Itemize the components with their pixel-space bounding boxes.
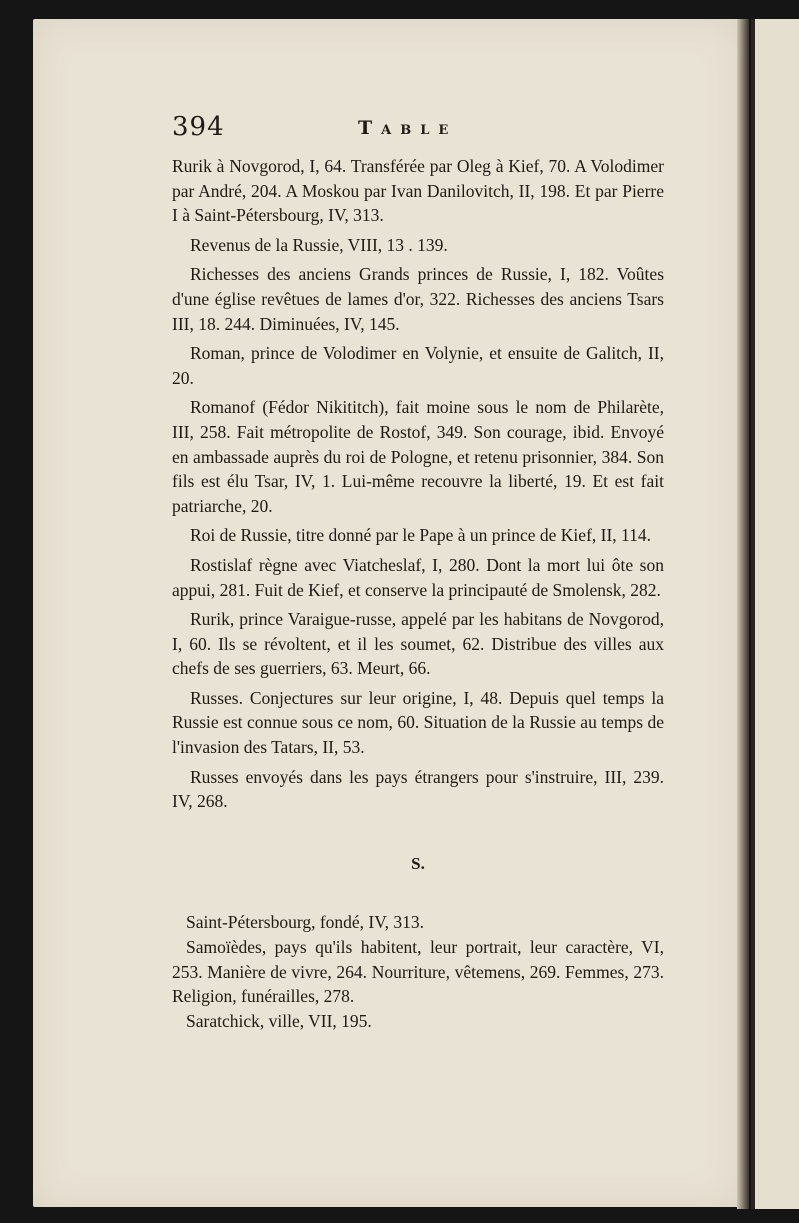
index-entry: Saratchick, ville, VII, 195. [186, 1010, 372, 1031]
adjacent-page-edge [751, 19, 799, 1209]
page-number: 394 [172, 112, 225, 142]
page-header [172, 112, 662, 152]
index-entry: Saint-Pétersbourg, fondé, IV, 313. [186, 912, 425, 933]
index-entry: Richesses des anciens Grands princes de Russie, I, 182. Voûtes d'une église revêtues de lames d'or, 322. Richesses des anciens Tsars III, 18. 244. Diminuées, IV, 145. [172, 264, 664, 334]
running-title: Table [358, 117, 458, 139]
index-entry: Roman, prince de Volodimer en Volynie, et ensuite de Galitch, II, 20. [172, 343, 664, 388]
index-entry: Romanof (Fédor Nikititch), fait moine sous le nom de Philarète, III, 258. Fait métropolite de Rostof, 349. Son courage, ibid. Envoyé en ambassade auprès du roi de Pologne, et retenu prisonnier, 384. Son fils est élu Tsar, IV, 1. Lui-même recouvre la liberté, 19. Et est fait patriarche, 20. [172, 397, 664, 516]
index-entry: Rurik, prince Varaigue-russe, appelé par les habitans de Novgorod, I, 60. Ils se révoltent, et il les soumet, 62. Distribue des villes aux chefs de ses guerriers, 63. Meurt, 66. [172, 609, 664, 679]
index-entry: Revenus de la Russie, VIII, 13 . 139. [190, 234, 448, 255]
index-entry: Roi de Russie, titre donné par le Pape à un prince de Kief, II, 114. [190, 525, 652, 546]
index-entry: Samoïèdes, pays qu'ils habitent, leur portrait, leur caractère, VI, 253. Manière de vivre, 264. Nourriture, vêtemens, 269. Femmes, 273. Religion, funérailles, 278. [172, 937, 664, 1007]
index-entry: Russes. Conjectures sur leur origine, I, 48. Depuis quel temps la Russie est connue sous ce nom, 60. Situation de la Russie au temps de l'invasion des Tatars, II, 53. [172, 687, 664, 758]
index-content [172, 154, 664, 1033]
section-heading: S. [411, 853, 425, 873]
index-entry: Rostislaf règne avec Viatcheslaf, I, 280. Dont la mort lui ôte son appui, 281. Fuit de Kief, et conserve la principauté de Smolensk, 282. [172, 554, 664, 600]
index-entry: Russes envoyés dans les pays étrangers pour s'instruire, III, 239. IV, 268. [172, 766, 664, 812]
page-gutter-edge [737, 19, 749, 1209]
index-entry: Rurik à Novgorod, I, 64. Transférée par Oleg à Kief, 70. A Volodimer par André, 204. A Moskou par Ivan Danilovitch, II, 198. Et par Pierre I à Saint-Pétersbourg, IV, 313. [172, 156, 664, 226]
